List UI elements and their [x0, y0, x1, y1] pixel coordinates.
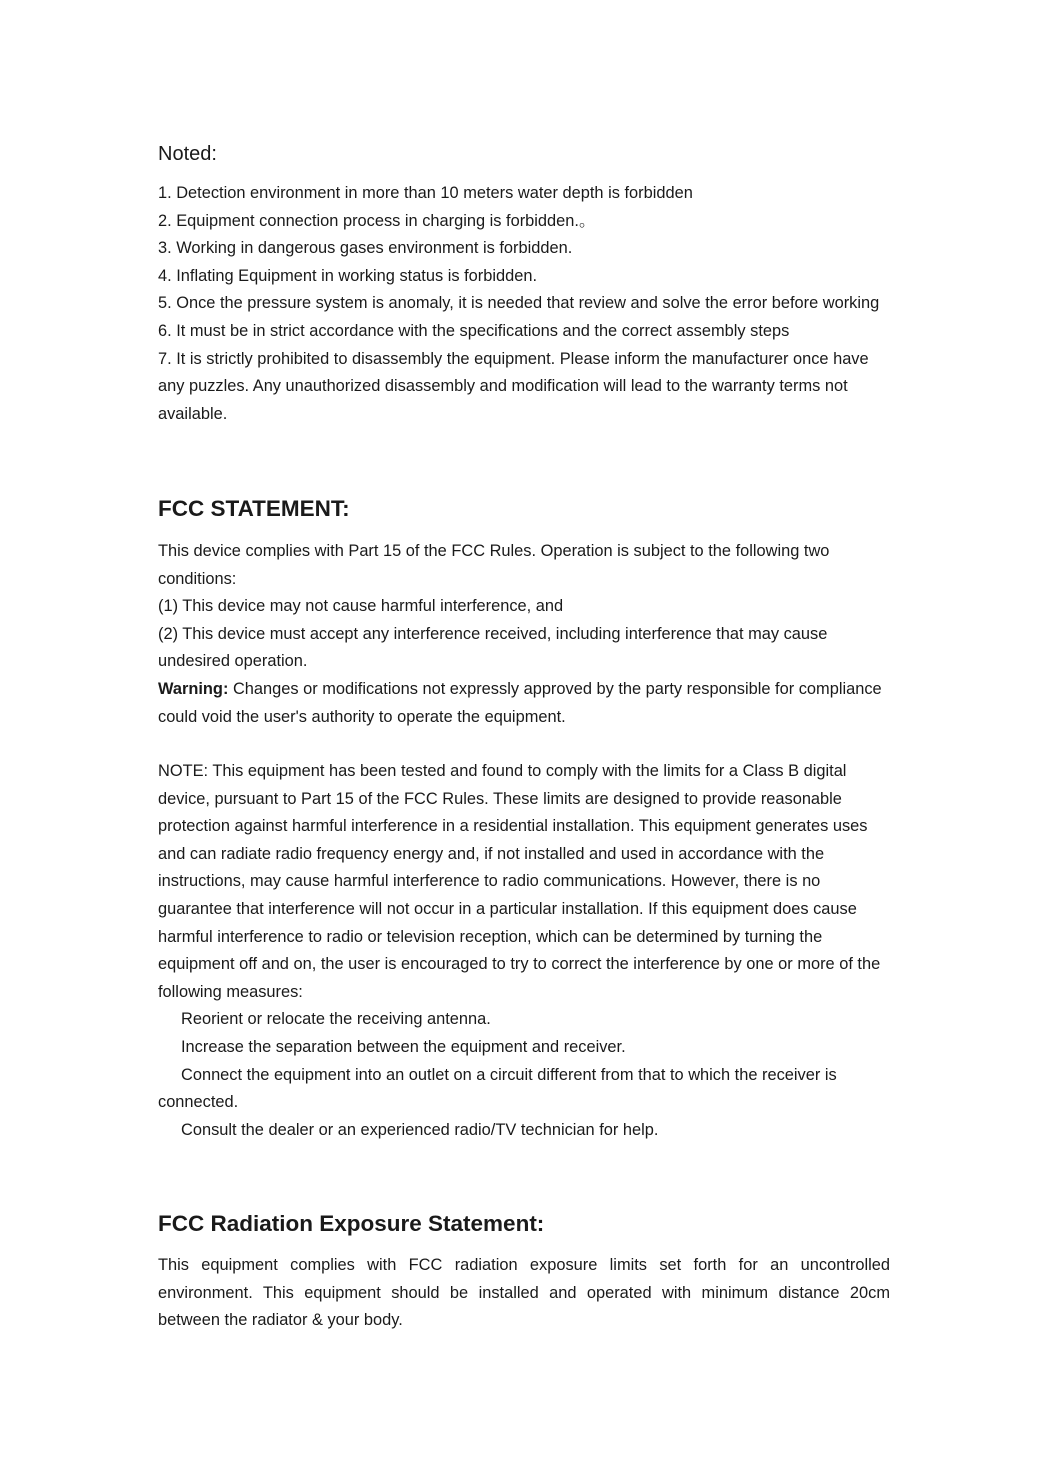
fcc-note-paragraph: NOTE: This equipment has been tested and found to comply with the limits for a Class B digital device, pursuant to Part 15 of the FCC Rules. These limits are designed to provide reasonable protection against harmful interference in a residential installation. This equipment generates uses and can radiate radio frequency energy and, if not installed and used in accordance with the instructions, may cause harmful interference to radio communications. However, there is no guarantee that interference will not occur in a particular installation. If this equipment does cause harmful interference to radio or television reception, which can be determined by turning the equipment off and on, the user is encouraged to try to correct the interference by one or more of the following measures: — [158, 762, 881, 1001]
noted-item-3: 3. Working in dangerous gases environment is forbidden. — [158, 239, 573, 258]
fcc-warning — [158, 676, 892, 731]
noted-item-5: 5. Once the pressure system is anomaly, it is needed that review and solve the error before working — [158, 294, 880, 313]
noted-item-2: 2. Equipment connection process in charging is forbidden.。 — [158, 211, 596, 230]
warning-label: Warning: — [158, 679, 229, 698]
radiation-heading: FCC Radiation Exposure Statement: — [158, 1211, 545, 1236]
measure-item-3-text: Connect the equipment into an outlet on a circuit different from that to which the receiver is connected. — [158, 1065, 837, 1112]
noted-item-6: 6. It must be in strict accordance with the specifications and the correct assembly steps — [158, 321, 790, 340]
noted-item-4: 4. Inflating Equipment in working status is forbidden. — [158, 266, 538, 285]
fcc-condition-1: (1) This device may not cause harmful interference, and — [158, 597, 564, 616]
fcc-statement-heading: FCC STATEMENT: — [158, 496, 350, 521]
noted-item-1: 1. Detection environment in more than 10 meters water depth is forbidden — [158, 184, 693, 202]
measure-item-2: Increase the separation between the equipment and receiver. — [181, 1037, 626, 1056]
fcc-note-block — [158, 758, 892, 1144]
fcc-intro: This device complies with Part 15 of the FCC Rules. Operation is subject to the following two conditions: — [158, 542, 830, 588]
warning-text: Changes or modifications not expressly approved by the party responsible for compliance could void the user's authority to operate the equipment. — [158, 679, 882, 726]
measure-item-4: Consult the dealer or an experienced radio/TV technician for help. — [181, 1120, 659, 1139]
noted-list — [158, 180, 892, 428]
radiation-body: This equipment complies with FCC radiation exposure limits set forth for an uncontrolled environment. This equipment should be installed and operated with minimum distance 20cm between the radiator & your body. — [158, 1256, 890, 1330]
measure-item-3 — [158, 1062, 892, 1117]
noted-item-7: 7. It is strictly prohibited to disassembly the equipment. Please inform the manufacturer once have any puzzles. Any unauthorized disassembly and modification will lead to the warranty terms not available. — [158, 349, 869, 423]
fcc-statement-body — [158, 538, 892, 731]
noted-heading: Noted: — [158, 143, 217, 165]
measure-item-1: Reorient or relocate the receiving antenna. — [181, 1010, 491, 1029]
fcc-condition-2: (2) This device must accept any interference received, including interference that may cause undesired operation. — [158, 624, 828, 671]
